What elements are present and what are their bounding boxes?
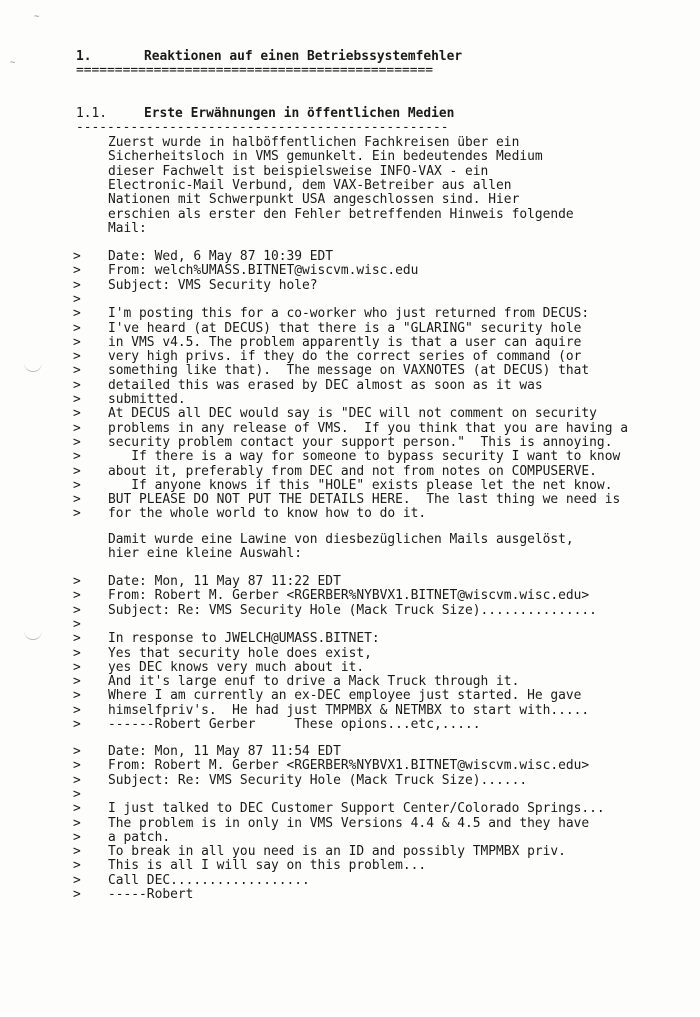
quote-marker: > [73,278,81,293]
mail2-header-line: Date: Mon, 11 May 87 11:22 EDT [108,574,341,589]
scan-mark: ~ [34,12,40,22]
quote-marker: > [73,688,81,703]
quote-marker: > [73,478,81,493]
quote-marker: > [73,646,81,661]
mail1-body-line: submitted. [108,392,186,407]
quote-marker: > [73,830,81,845]
quote-marker: > [73,335,81,350]
quote-marker: > [73,717,81,732]
punch-hole-mark [24,630,42,640]
quote-marker: > [73,421,81,436]
intro-line: Nationen mit Schwerpunkt USA angeschlossen sind. Hier [108,192,520,207]
subsection-title: Erste Erwähnungen in öffentlichen Medien [144,106,455,121]
mail3-body-line: This is all I will say on this problem... [108,858,427,873]
quote-marker: > [73,378,81,393]
mail2-body-line: Yes that security hole does exist, [108,646,372,661]
mail2-body-line: ------Robert Gerber These opions...etc,..... [108,717,481,732]
quote-marker: > [73,744,81,759]
quote-marker: > [73,603,81,618]
quote-marker: > [73,435,81,450]
mail1-body-line: problems in any release of VMS. If you think that you are having a [108,421,628,436]
mail1-body-line: about it, preferably from DEC and not from notes on COMPUSERVE. [108,464,597,479]
subsection-number: 1.1. [76,106,108,121]
mail1-header-line: From: welch%UMASS.BITNET@wiscvm.wisc.edu [108,263,419,278]
quote-marker: > [73,306,81,321]
quote-marker: > [73,464,81,479]
mail2-body-line: And it's large enuf to drive a Mack Truck through it. [108,674,520,689]
mail1-body-line: If there is a way for someone to bypass security I want to know [108,449,621,464]
quote-marker: > [73,631,81,646]
quote-marker: > [73,292,81,307]
mail1-body-line: security problem contact your support person." This is annoying. [108,435,613,450]
mail1-header-line: Subject: VMS Security hole? [108,278,318,293]
intro-line: dieser Fachwelt ist beispielsweise INFO-VAX - ein [108,164,489,179]
quote-marker: > [73,363,81,378]
quote-marker: > [73,758,81,773]
mail3-body-line: The problem is in only in VMS Versions 4.4 & 4.5 and they have [108,816,590,831]
quote-marker: > [73,506,81,521]
mail3-body-line: I just talked to DEC Customer Support Center/Colorado Springs... [108,801,605,816]
transition-line: Damit wurde eine Lawine von diesbezüglichen Mails ausgelöst, [108,532,574,547]
quote-marker: > [73,492,81,507]
mail1-body-line: I've heard (at DECUS) that there is a "GLARING" security hole [108,321,582,336]
quote-marker: > [73,588,81,603]
mail1-body-line: very high privs. if they do the correct series of command (or [108,349,582,364]
quote-marker: > [73,873,81,888]
mail3-body-line: -----Robert [108,887,194,902]
quote-marker: > [73,703,81,718]
quote-marker: > [73,674,81,689]
section-underline: ============================================== [76,63,433,78]
quote-marker: > [73,660,81,675]
quote-marker: > [73,249,81,264]
quote-marker: > [73,392,81,407]
punch-hole-mark [24,362,42,372]
mail2-body-line: Where I am currently an ex-DEC employee just started. He gave [108,688,582,703]
mail1-body-line: I'm posting this for a co-worker who just returned from DECUS: [108,306,590,321]
mail3-header-line: Date: Mon, 11 May 87 11:54 EDT [108,744,341,759]
subsection-underline: ------------------------------------------------ [76,120,449,135]
mail3-body-line: To break in all you need is an ID and possibly TMPMBX priv. [108,844,566,859]
quote-marker: > [73,816,81,831]
intro-line: Electronic-Mail Verbund, dem VAX-Betreiber aus allen [108,178,512,193]
mail2-body-line: In response to JWELCH@UMASS.BITNET: [108,631,380,646]
intro-line: Mail: [108,221,147,236]
mail3-body-line: a patch. [108,830,171,845]
quote-marker: > [73,349,81,364]
intro-line: erschien als erster den Fehler betreffenden Hinweis folgende [108,207,574,222]
mail3-header-line: Subject: Re: VMS Security Hole (Mack Truck Size)...... [108,773,528,788]
mail1-body-line: detailed this was erased by DEC almost as soon as it was [108,378,543,393]
quote-marker: > [73,887,81,902]
section-number: 1. [76,49,92,64]
intro-line: Zuerst wurde in halböffentlichen Fachkreisen über ein [108,135,520,150]
quote-marker: > [73,801,81,816]
quote-marker: > [73,406,81,421]
mail3-body-line: Call DEC.................. [108,873,310,888]
quote-marker: > [73,773,81,788]
mail2-body-line: himselfpriv's. He had just TMPMBX & NETMBX to start with..... [108,703,590,718]
mail1-body-line: If anyone knows if this "HOLE" exists please let the net know. [108,478,613,493]
mail2-header-line: From: Robert M. Gerber <RGERBER%NYBVX1.BITNET@wiscvm.wisc.edu> [108,588,590,603]
mail1-header-line: Date: Wed, 6 May 87 10:39 EDT [108,249,334,264]
quote-marker: > [73,574,81,589]
intro-line: Sicherheitsloch in VMS gemunkelt. Ein bedeutendes Medium [108,149,543,164]
mail1-body-line: something like that). The message on VAXNOTES (at DECUS) that [108,363,590,378]
quote-marker: > [73,617,81,632]
mail2-header-line: Subject: Re: VMS Security Hole (Mack Truck Size)............... [108,603,597,618]
mail1-body-line: for the whole world to know how to do it. [108,506,427,521]
transition-line: hier eine kleine Auswahl: [108,546,303,561]
quote-marker: > [73,263,81,278]
mail2-body-line: yes DEC knows very much about it. [108,660,365,675]
scan-mark: ~ [10,58,16,68]
mail3-header-line: From: Robert M. Gerber <RGERBER%NYBVX1.BITNET@wiscvm.wisc.edu> [108,758,590,773]
quote-marker: > [73,844,81,859]
mail1-body-line: in VMS v4.5. The problem apparently is that a user can aquire [108,335,582,350]
section-title: Reaktionen auf einen Betriebssystemfehler [144,49,463,64]
mail1-body-line: At DECUS all DEC would say is "DEC will not comment on security [108,406,597,421]
quote-marker: > [73,858,81,873]
quote-marker: > [73,321,81,336]
quote-marker: > [73,449,81,464]
mail1-body-line: BUT PLEASE DO NOT PUT THE DETAILS HERE. The last thing we need is [108,492,621,507]
quote-marker: > [73,787,81,802]
